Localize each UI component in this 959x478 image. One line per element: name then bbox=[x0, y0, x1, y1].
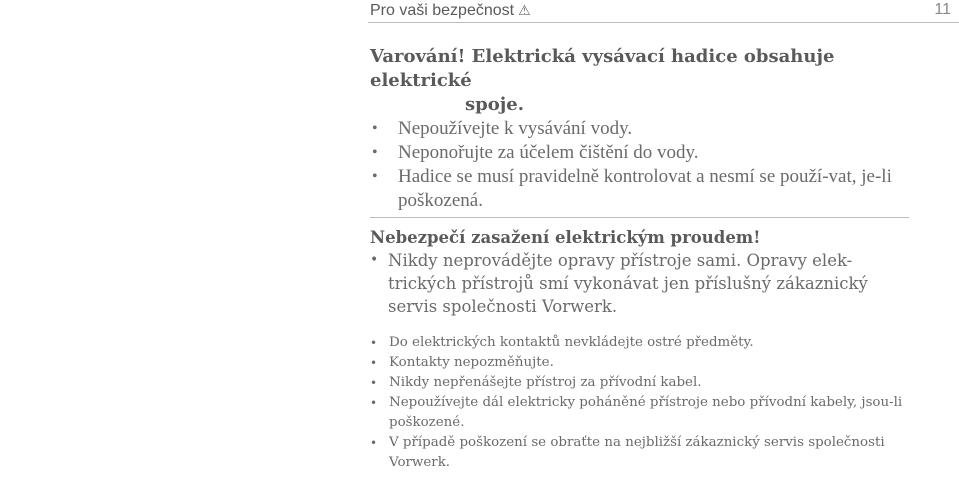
list-item: • Hadice se musí pravidelně kontrolovat a nesmí se použí-vat, je-li poškozená. bbox=[370, 165, 930, 213]
warning-icon: ⚠ bbox=[518, 2, 531, 18]
contacts-safety-list bbox=[370, 333, 915, 473]
hose-warning-list bbox=[370, 117, 930, 213]
hose-warning-title bbox=[370, 45, 930, 117]
section-divider bbox=[370, 217, 909, 218]
electric-shock-section bbox=[370, 226, 915, 318]
list-item: • Nepoužívejte dál elektricky poháněné přístroje nebo přívodní kabely, jsou-li poškozené. bbox=[370, 393, 915, 433]
list-item: • Nepoužívejte k vysávání vody. bbox=[370, 117, 930, 141]
header-divider bbox=[368, 22, 959, 23]
hose-warning-section bbox=[370, 45, 930, 213]
header-title bbox=[370, 0, 531, 21]
list-item: • V případě poškození se obraťte na nejbližší zákaznický servis společnosti Vorwerk. bbox=[370, 433, 915, 473]
page-header bbox=[368, 0, 959, 20]
list-item: • Do elektrických kontaktů nevkládejte ostré předměty. bbox=[370, 333, 915, 353]
electric-shock-list bbox=[370, 249, 915, 318]
page-number: 11 bbox=[934, 1, 951, 18]
list-item: • Kontakty nepozměňujte. bbox=[370, 353, 915, 373]
list-item: • Nikdy nepřenášejte přístroj za přívodní kabel. bbox=[370, 373, 915, 393]
hose-warning-title-line1: Varování! Elektrická vysávací hadice obsahuje elektrické bbox=[370, 46, 835, 91]
hose-warning-title-line2: spoje. bbox=[465, 94, 524, 115]
electric-shock-title: Nebezpečí zasažení elektrickým proudem! bbox=[370, 228, 761, 247]
list-item: • Neponořujte za účelem čištění do vody. bbox=[370, 141, 930, 165]
list-item: • Nikdy neprovádějte opravy přístroje sami. Opravy elek-trických přístrojů smí vykonávat jen příslušný zákaznický servis společnosti Vorwerk. bbox=[370, 249, 915, 318]
header-title-text: Pro vaši bezpečnost bbox=[370, 2, 515, 19]
